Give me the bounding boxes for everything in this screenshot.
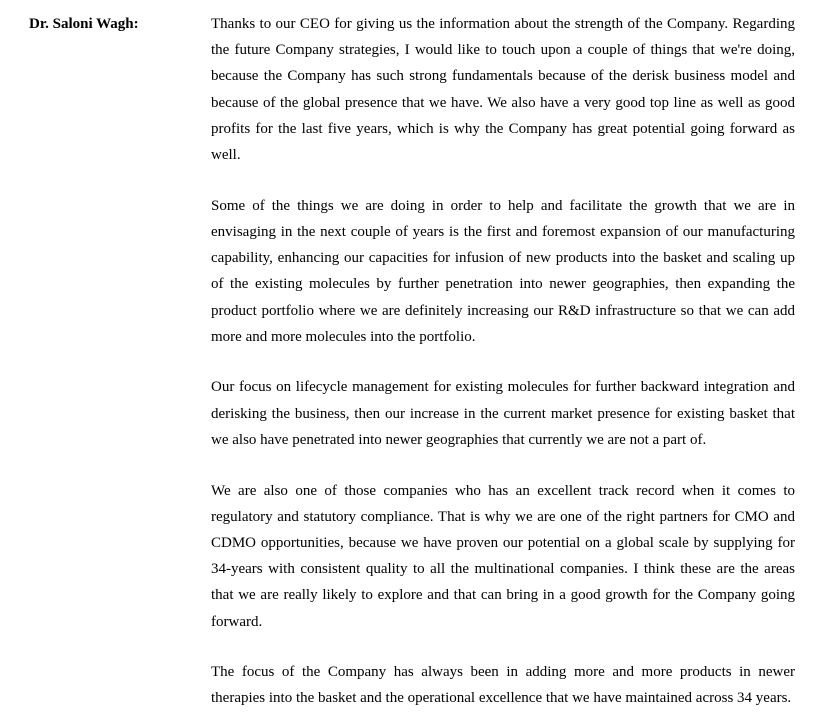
speaker-name: Dr. Saloni Wagh: bbox=[29, 16, 139, 32]
paragraph-2: Some of the things we are doing in order to help and facilitate the growth that we are in envisaging in the next couple of years is the first and foremost expansion of our manufacturing capability, enhancing our capacities for infusion of new products into the basket and scaling up of the existing molecules by further penetration into newer geographies, then expanding the product portfolio where we are definitely increasing our R&D infrastructure so that we can add more and more molecules into the portfolio. bbox=[211, 197, 795, 345]
paragraph-4: We are also one of those companies who has an excellent track record when it comes to regulatory and statutory compliance. That is why we are one of the right partners for CMO and CDMO opportunities, because we have proven our potential on a global scale by supplying for 34-years with consistent quality to all the multinational companies. I think these are the areas that we are really likely to explore and that can bring in a good growth for the Company going forward. bbox=[211, 482, 795, 630]
speech-text bbox=[211, 11, 795, 712]
paragraph-3: Our focus on lifecycle management for existing molecules for further backward integration and derisking the business, then our increase in the current market presence for existing basket that we also have penetrated into newer geographies that currently we are not a part of. bbox=[211, 379, 795, 448]
paragraph-1: Thanks to our CEO for giving us the information about the strength of the Company. Regarding the future Company strategies, I would like to touch upon a couple of things that we're doing, because the Company has such strong fundamentals because of the derisk business model and because of the global presence that we have. We also have a very good top line as well as good profits for the last five years, which is why the Company has great potential going forward as well. bbox=[211, 16, 795, 164]
paragraph-5: The focus of the Company has always been in adding more and more products in newer therapies into the basket and the operational excellence that we have maintained across 34 years. bbox=[211, 664, 795, 707]
